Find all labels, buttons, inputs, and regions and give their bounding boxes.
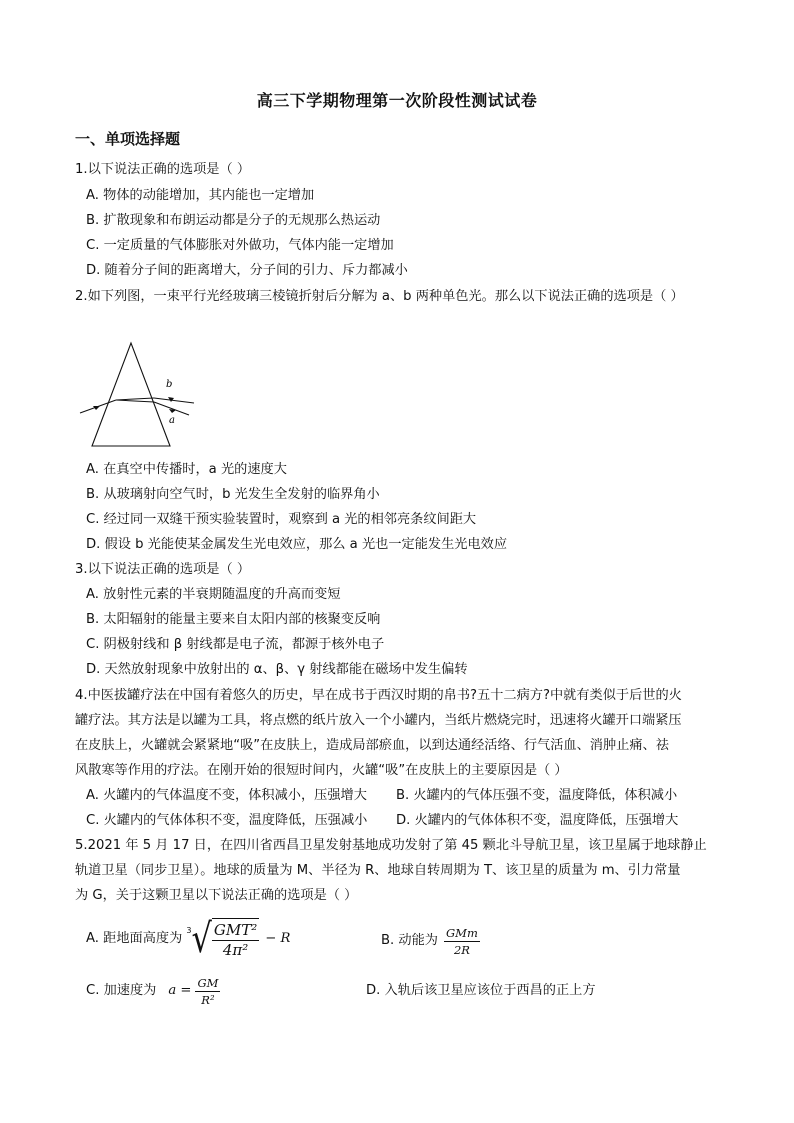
q5-b-fraction	[444, 925, 480, 958]
q5-stem-line-1: 5.2021 年 5 月 17 日，在四川省西昌卫星发射基地成功发射了第 45 颗北斗导航卫星，该卫星属于地球静止	[75, 838, 707, 853]
q4-stem-line-1: 4.中医拔罐疗法在中国有着悠久的历史，早在成书于西汉时期的帛书?五十二病方?中就有类似于后世的火	[75, 688, 682, 703]
q5-b-denominator: 2R	[453, 942, 470, 957]
cube-root-expression	[186, 918, 259, 960]
q5-option-a	[86, 914, 290, 964]
q1-stem: 1.以下说法正确的选项是（ ）	[75, 162, 251, 177]
q2-option-c: C. 经过同一双缝干预实验装置时，观察到 a 光的相邻亮条纹间距大	[86, 512, 477, 527]
q2-option-d: D. 假设 b 光能使某金属发生光电效应，那么 a 光也一定能发生光电效应	[86, 537, 508, 552]
q4-option-b: B. 火罐内的气体压强不变，温度降低，体积减小	[396, 788, 678, 803]
q1-option-d: D. 随着分子间的距离增大，分子间的引力、斥力都减小	[86, 263, 408, 278]
q5-c-fraction	[195, 975, 220, 1008]
ray-a	[154, 402, 189, 415]
q4-stem-line-4: 风散寒等作用的疗法。在刚开始的很短时间内，火罐“吸”在皮肤上的主要原因是（ ）	[75, 763, 568, 778]
q3-option-a: A. 放射性元素的半衰期随温度的升高而变短	[86, 587, 341, 602]
q3-option-c: C. 阴极射线和 β 射线都是电子流，都源于核外电子	[86, 637, 385, 652]
q4-option-a: A. 火罐内的气体温度不变，体积减小，压强增大	[86, 788, 367, 803]
q5-option-d: D. 入轨后该卫星应该位于西昌的正上方	[366, 983, 596, 998]
q5-a-tail: − R	[265, 931, 291, 946]
q1-option-b: B. 扩散现象和布朗运动都是分子的无规那么热运动	[86, 213, 381, 228]
q2-option-a: A. 在真空中传播时，a 光的速度大	[86, 462, 287, 477]
q3-option-b: B. 太阳辐射的能量主要来自太阳内部的核聚变反响	[86, 612, 381, 627]
q5-c-lhs: a =	[168, 983, 192, 998]
q5-option-c	[86, 974, 220, 1008]
q2-option-b: B. 从玻璃射向空气时，b 光发生全发射的临界角小	[86, 487, 380, 502]
q5-option-c-label: C. 加速度为	[86, 983, 157, 998]
q4-option-c: C. 火罐内的气体体积不变，温度降低，压强减小	[86, 813, 368, 828]
q4-option-d: D. 火罐内的气体体积不变，温度降低，压强增大	[396, 813, 679, 828]
ray-b-label: b	[166, 379, 173, 390]
prism-figure	[76, 340, 201, 450]
q5-option-b-label: B. 动能为	[381, 933, 438, 948]
root-index: 3	[186, 926, 192, 935]
q5-a-denominator: 4π²	[222, 941, 249, 959]
section-heading: 一、单项选择题	[75, 130, 181, 148]
inner-ray-2	[116, 400, 154, 402]
q5-stem-line-2: 轨道卫星（同步卫星）。地球的质量为 M、半径为 R、地球自转周期为 T、该卫星的质量为 m、引力常量	[75, 863, 681, 878]
inner-ray	[116, 398, 154, 400]
q2-stem: 2.如下列图，一束平行光经玻璃三棱镜折射后分解为 a、b 两种单色光。那么以下说法正确的选项是（ ）	[75, 289, 684, 304]
q4-stem-line-3: 在皮肤上，火罐就会紧紧地“吸”在皮肤上，造成局部瘀血，以到达通经活络、行气活血、消肿止痛、祛	[75, 738, 669, 753]
ray-b	[154, 398, 194, 403]
q5-c-numerator: GM	[197, 975, 219, 990]
page-title: 高三下学期物理第一次阶段性测试试卷	[256, 91, 538, 110]
q1-option-c: C. 一定质量的气体膨胀对外做功，气体内能一定增加	[86, 238, 394, 253]
prism-triangle	[92, 343, 173, 446]
q5-stem-line-3: 为 G，关于这颗卫星以下说法正确的选项是（ ）	[75, 888, 358, 903]
q3-option-d: D. 天然放射现象中放射出的 α、β、γ 射线都能在磁场中发生偏转	[86, 662, 468, 677]
q5-option-b	[381, 925, 480, 957]
q1-option-a: A. 物体的动能增加，其内能也一定增加	[86, 188, 315, 203]
q5-b-numerator: GMm	[446, 925, 478, 940]
q4-stem-line-2: 罐疗法。其方法是以罐为工具，将点燃的纸片放入一个小罐内，当纸片燃烧完时，迅速将火罐开口端紧压	[75, 713, 682, 728]
q5-c-denominator: R²	[201, 992, 215, 1007]
q5-option-a-label: A. 距地面高度为	[86, 931, 183, 946]
q3-stem: 3.以下说法正确的选项是（ ）	[75, 562, 251, 577]
q5-a-numerator: GMT²	[213, 921, 258, 939]
radical-sign: √	[191, 916, 213, 962]
q5-a-fraction	[212, 921, 259, 960]
ray-a-label: a	[169, 415, 175, 426]
